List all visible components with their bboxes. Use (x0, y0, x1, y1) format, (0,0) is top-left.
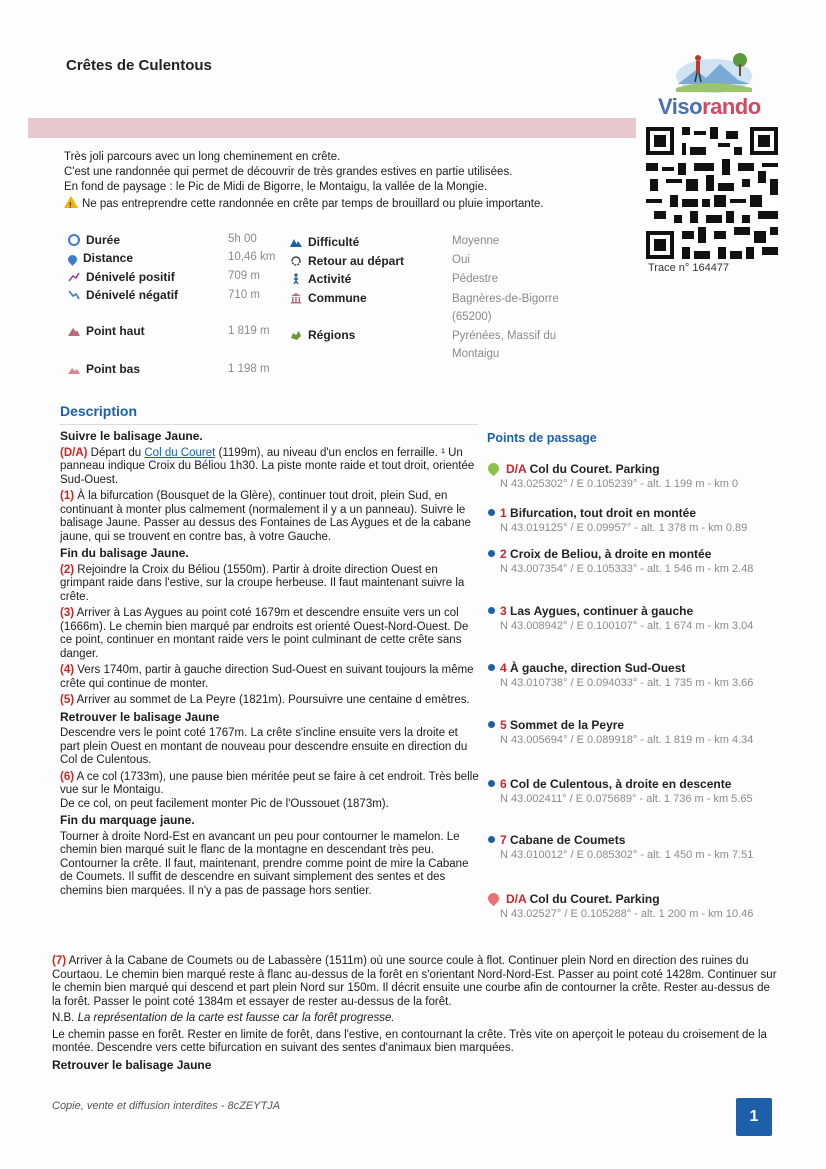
start-pin-icon (486, 461, 502, 477)
hiker-landscape-icon (668, 48, 754, 94)
waypoint-item[interactable]: 7 Cabane de Coumets N 43.010012° / E 0.085302° - alt. 1 450 m - km 7.51 (488, 833, 788, 863)
trend-up-icon (68, 271, 80, 283)
page-number: 1 (736, 1098, 772, 1136)
town-hall-icon (290, 292, 302, 304)
stat-difficulte: Difficulté (290, 233, 359, 251)
waypoint-item[interactable]: 4 À gauche, direction Sud-Ouest N 43.010738° / E 0.094033° - alt. 1 735 m - km 3.66 (488, 661, 788, 691)
section-heading: Fin du balisage Jaune. (60, 546, 189, 560)
header-band (28, 118, 636, 138)
stat-commune: Commune (290, 289, 367, 307)
stat-point-bas: Point bas (68, 360, 140, 378)
waypoint-item[interactable]: D/A Col du Couret. Parking N 43.025302° / E 0.105239° - alt. 1 199 m - km 0 (488, 462, 788, 492)
waypoint-dot-icon (488, 780, 495, 787)
waypoint-dot-icon (488, 721, 495, 728)
stat-retour-value: Oui (452, 254, 470, 266)
brand-name: Visorando (658, 94, 761, 119)
paragraph: (4) Vers 1740m, partir à gauche direction Sud-Ouest en suivant toujours la même crête qui continue de monter. (60, 664, 474, 690)
stat-difficulte-value: Moyenne (452, 235, 500, 247)
section-heading: Retrouver le balisage Jaune (52, 1057, 212, 1072)
paragraph: Le chemin passe en forêt. Rester en limite de forêt, dans l'estive, en contournant la crête. Très vite on aperçoit le poteau du croisement de la montée. Descendre vers cette bifurcation en suivant des sentes d'animaux bien marquées. (52, 1028, 767, 1054)
description-heading: Description (60, 403, 138, 419)
intro-text (64, 150, 624, 212)
stat-distance-value: 10,46 km (228, 251, 276, 263)
stat-duree-value: 5h 00 (228, 233, 257, 245)
waypoint-dot-icon (488, 836, 495, 843)
clock-icon (68, 234, 80, 246)
waypoint-item[interactable]: 1 Bifurcation, tout droit en montée N 43.019125° / E 0.09957° - alt. 1 378 m - km 0.89 (488, 506, 788, 536)
waypoint-item[interactable]: 3 Las Aygues, continuer à gauche N 43.008942° / E 0.100107° - alt. 1 674 m - km 3.04 (488, 604, 788, 634)
divider (60, 424, 478, 425)
paragraph: (5) Arriver au sommet de La Peyre (1821m). Poursuivre une centaine d emètres. (60, 694, 470, 706)
stat-distance: Distance (68, 249, 133, 267)
description-body (60, 428, 480, 901)
region-map-icon (290, 329, 302, 341)
intro-line: C'est une randonnée qui permet de découvrir de très grandes estives en partie utilisées. (64, 166, 513, 178)
page-title: Crêtes de Culentous (66, 57, 212, 74)
waypoint-dot-icon (488, 664, 495, 671)
stat-duree: Durée (68, 231, 120, 249)
paragraph: Tourner à droite Nord-Est en avancant un peu pour contourner le mamelon. Le chemin bien marqué suit le flanc de la montagne en descendant très peu. Contourner la crête. Il faut, maintenant, prendre comme point de mire la Cabane de Coumets. Il suffit de descendre en suivant simplement des sentes et des chemins bien marquées. Il n'y a pas de passage hors sentier. (60, 830, 469, 897)
end-pin-icon (486, 891, 502, 907)
stat-commune-value: Bagnères-de-Bigorre (65200) (452, 293, 559, 323)
section-heading: Fin du marquage jaune. (60, 813, 195, 827)
stat-deniv-neg: Dénivelé négatif (68, 286, 178, 304)
stat-deniv-neg-value: 710 m (228, 289, 260, 301)
paragraph: (6) A ce col (1733m), une pause bien méritée peut se faire à cet endroit. Très belle vue sur le Montaigu. (60, 770, 479, 796)
stat-retour: Retour au départ (290, 252, 404, 270)
warning-line (64, 196, 624, 212)
waypoint-item[interactable]: 6 Col de Culentous, à droite en descente N 43.002411° / E 0.075689° - alt. 1 736 m - km 5.65 (488, 777, 788, 807)
trace-number: Trace n° 164477 (648, 262, 730, 274)
footer-copyright: Copie, vente et diffusion interdites - 8cZEYTJA (52, 1100, 281, 1112)
stat-regions-value: Pyrénées, Massif du Montaigu (452, 330, 557, 360)
paragraph: (1) À la bifurcation (Bousquet de la Glère), continuer tout droit, plein Sud, en continuant à monter plus calmement (normalement il y a un panneau). Suivre le balisage Jaune. Passer au dessus des Fontaines de Las Aygues et de la cabane jaune, qui se trouvent en contre bas, à votre Gauche. (60, 490, 471, 543)
visorando-logo[interactable] (650, 48, 770, 120)
paragraph: (7) Arriver à la Cabane de Coumets ou de Labassère (1511m) où une source coule à flot. Continuer plein Nord en direction des ruines du Courtaou. Le chemin bien marqué reste à flanc au-dessus de la forêt en s'orientant Nord-Nord-Est. Passer au point coté 1428m. Continuer sur le chemin bien marqué qui descend et part plein Nord sur 150m. Il décrit ensuite une courbe afin de contourner la crête. Rester au-dessus de la forêt. Passer le point coté 1384m et essayer de rester au-dessus de la forêt. (52, 955, 777, 1008)
mountain-low-icon (68, 363, 80, 375)
waypoint-dot-icon (488, 550, 495, 557)
intro-line: Très joli parcours avec un long cheminement en crête. (64, 151, 341, 163)
paragraph: (3) Arriver à Las Aygues au point coté 1679m et descendre ensuite vers un col (1666m). Le chemin bien marqué par endroits est orienté Ouest-Nord-Ouest. De ce point, continuer en montant raide vers le point culminant de cette crête sans danger. (60, 607, 469, 660)
waypoint-dot-icon (488, 607, 495, 614)
waypoint-dot-icon (488, 509, 495, 516)
stat-regions: Régions (290, 326, 355, 344)
nb-note: N.B. La représentation de la carte est fausse car la forêt progresse. (52, 1012, 395, 1024)
hiker-icon (290, 273, 302, 285)
waypoints-heading: Points de passage (487, 431, 597, 445)
warning-text: Ne pas entreprendre cette randonnée en crête par temps de brouillard ou pluie importante. (82, 198, 544, 210)
section-heading: Suivre le balisage Jaune. (60, 429, 203, 443)
warning-icon: ! (64, 196, 78, 208)
waypoint-item[interactable]: 5 Sommet de la Peyre N 43.005694° / E 0.089918° - alt. 1 819 m - km 4.34 (488, 718, 788, 748)
section-heading: Retrouver le balisage Jaune (60, 709, 220, 724)
difficulty-icon (290, 236, 302, 248)
stat-activite: Activité (290, 270, 351, 288)
mountain-high-icon (68, 325, 80, 337)
waypoint-item[interactable]: D/A Col du Couret. Parking N 43.02527° / E 0.105288° - alt. 1 200 m - km 10.46 (488, 892, 788, 922)
qr-code[interactable] (646, 127, 778, 259)
stat-point-haut-value: 1 819 m (228, 325, 270, 337)
stat-point-haut: Point haut (68, 322, 145, 340)
waypoint-item[interactable]: 2 Croix de Beliou, à droite en montée N 43.007354° / E 0.105333° - alt. 1 546 m - km 2.48 (488, 547, 788, 577)
trend-down-icon (68, 289, 80, 301)
col-du-couret-link[interactable]: Col du Couret (144, 446, 216, 459)
paragraph: De ce col, on peut facilement monter Pic de l'Oussouet (1873m). (60, 797, 389, 810)
paragraph: (2) Rejoindre la Croix du Béliou (1550m). Partir à droite direction Ouest en grimpant raide dans l'estive, sur la croupe herbeuse. Il faut maintenant suivre la crête. (60, 563, 465, 603)
paragraph: (D/A) Départ du Col du Couret (1199m), au niveau d'un enclos en ferraille. ¹ Un panneau indique Croix du Béliou 1h30. La piste monte raide et tout droit, orientée Sud-Ouest. (60, 446, 475, 486)
map-pin-icon (66, 253, 79, 266)
stat-deniv-pos: Dénivelé positif (68, 268, 175, 286)
stat-deniv-pos-value: 709 m (228, 270, 260, 282)
stat-point-bas-value: 1 198 m (228, 363, 270, 375)
paragraph: Descendre vers le point coté 1767m. La crête s'incline ensuite vers la droite et part plein Ouest en montant de nouveau pour descendre ensuite en direction du Col de Culentous. (60, 727, 468, 766)
description-continued (52, 955, 782, 1072)
loop-icon (290, 255, 302, 267)
intro-line: En fond de paysage : le Pic de Midi de Bigorre, le Montaigu, la vallée de la Mongie. (64, 181, 488, 193)
stat-activite-value: Pédestre (452, 273, 499, 285)
